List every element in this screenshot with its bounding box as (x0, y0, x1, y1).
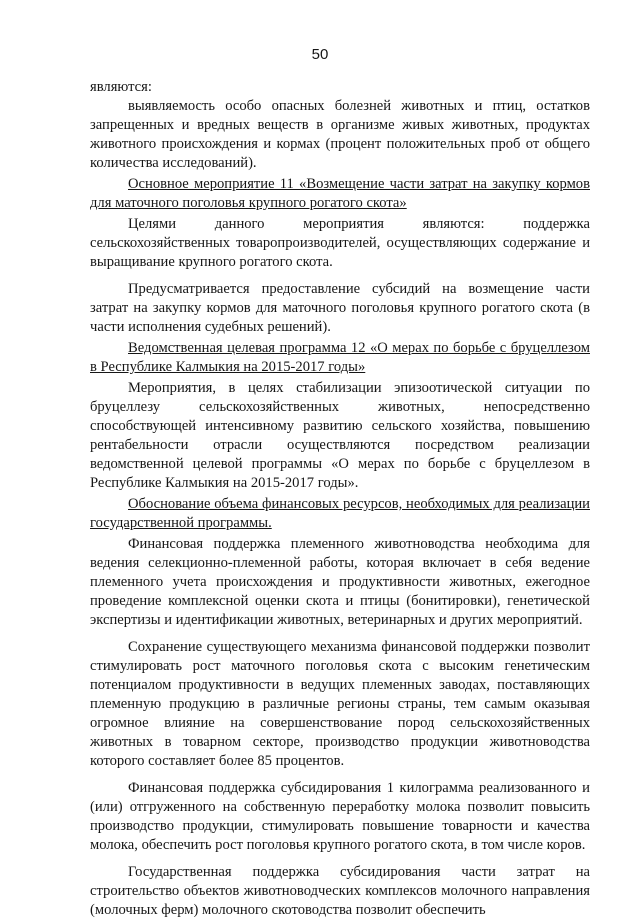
paragraph-intro: являются: (90, 79, 152, 95)
document-body (90, 78, 590, 920)
page-number: 50 (311, 46, 329, 63)
paragraph-state-support: Государственная поддержка субсидирования части затрат на строительство объектов животноводческих комплексов молочного направления (молочных ферм) молочного скотоводства позволит обеспечить (90, 864, 590, 918)
paragraph-breeding-support: Финансовая поддержка племенного животноводства необходима для ведения селекционно-племенной работы, которая включает в себя ведение племенного учета происхождения и продуктивности животных, ежегодное проведение комплексной оценки скота и птицы (бонитировки), генетической экспертизы и идентификации животных, ветеринарных и других мероприятий. (90, 536, 590, 628)
paragraph-mechanism: Сохранение существующего механизма финансовой поддержки позволит стимулировать рост маточного поголовья скота с высоким генетическим потенциалом продуктивности в ведущих племенных заводах, поставляющих племенную продукцию в различные регионы страны, тем самым оказывая огромное влияние на совершенствование пород сельскохозяйственных животных в товарном секторе, производство продукции животноводства которого составляет более 85 процентов. (90, 639, 590, 769)
heading-measure-11: Основное мероприятие 11 «Возмещение части затрат на закупку кормов для маточного поголовья крупного рогатого скота» (90, 176, 590, 211)
heading-program-12: Ведомственная целевая программа 12 «О мерах по борьбе с бруцеллезом в Республике Калмыкия на 2015-2017 годы» (90, 340, 590, 375)
heading-financial-justification: Обоснование объема финансовых ресурсов, необходимых для реализации государственной программы. (90, 496, 590, 531)
paragraph-measure-goals: Целями данного мероприятия являются: поддержка сельскохозяйственных товаропроизводителей, осуществляющих содержание и выращивание крупного рогатого скота. (90, 216, 590, 270)
paragraph-indicator: выявляемость особо опасных болезней животных и птиц, остатков запрещенных и вредных веществ в организме живых животных, продуктах животного происхождения и кормах (процент положительных проб от общего количества исследований). (90, 98, 590, 171)
paragraph-brucellosis: Мероприятия, в целях стабилизации эпизоотической ситуации по бруцеллезу сельскохозяйственных животных, непосредственно способствующей интенсивному развитию сельского хозяйства, повышению рентабельности отрасли осуществляются посредством реализации ведомственной целевой программы «О мерах по борьбе с бруцеллезом в Республике Калмыкия на 2015-2017 годы». (90, 380, 590, 491)
paragraph-milk-subsidy: Финансовая поддержка субсидирования 1 килограмма реализованного и (или) отгруженного на собственную переработку молока позволит повысить производство продукции, стимулировать повышение товарности и качества молока, обеспечить рост поголовья крупного рогатого скота, в том числе коров. (90, 780, 590, 853)
paragraph-subsidies: Предусматривается предоставление субсидий на возмещение части затрат на закупку кормов для маточного поголовья крупного рогатого скота (в части исполнения судебных решений). (90, 281, 590, 335)
